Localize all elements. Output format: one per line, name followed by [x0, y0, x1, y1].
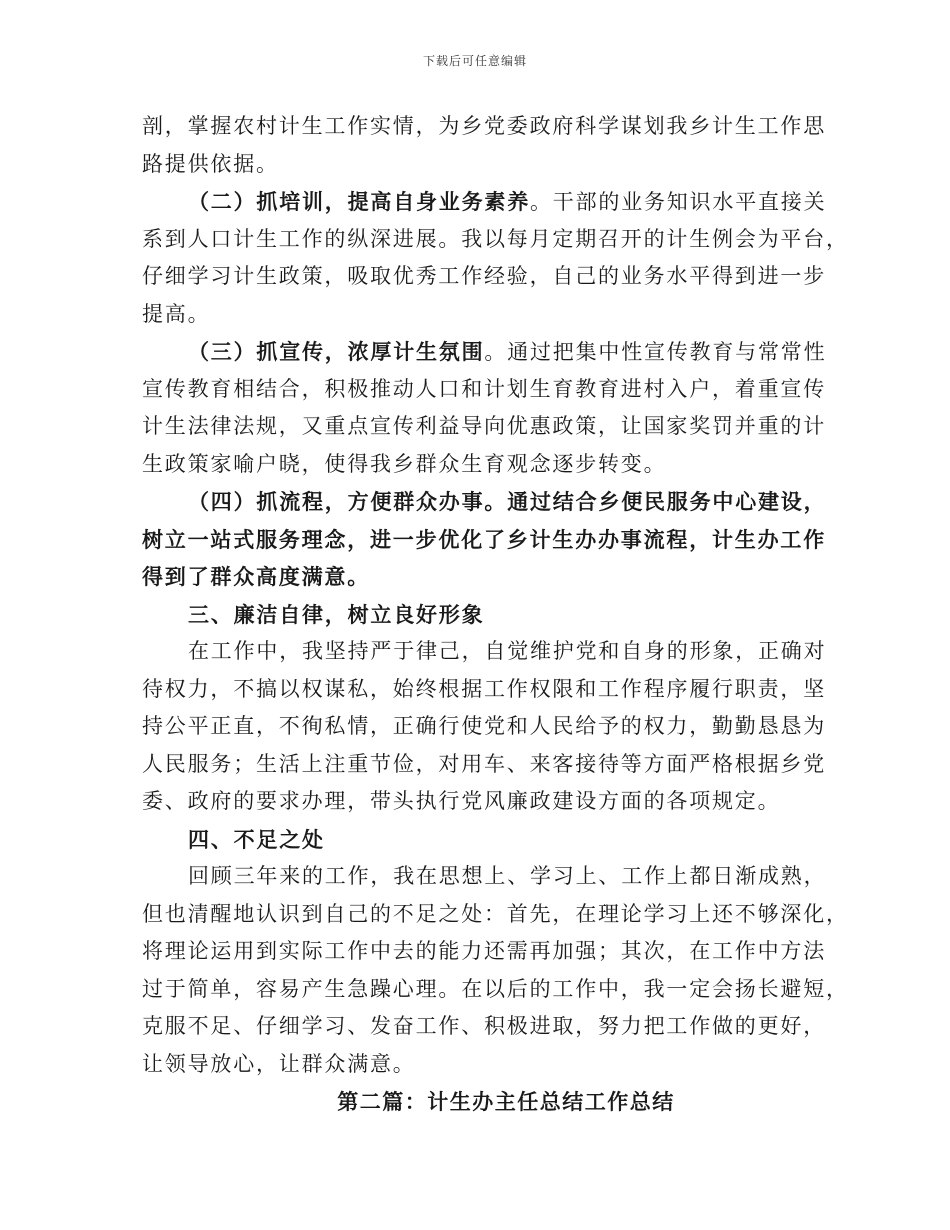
paragraph-line: 生政策家喻户晓，使得我乡群众生育观念逐步转变。: [142, 451, 667, 476]
paragraph-line: 过于简单，容易产生急躁心理。在以后的工作中，我一定会扬长避短，: [142, 976, 849, 1001]
page-header: 下载后可任意编辑: [422, 54, 527, 68]
section-title: 第二篇：计生办主任总结工作总结: [337, 1089, 675, 1114]
paragraph-line: 人民服务；生活上注重节俭，对用车、来客接待等方面严格根据乡党: [142, 751, 826, 776]
paragraph-line: 计生法律法规，又重点宣传利益导向优惠政策，让国家奖罚并重的计: [142, 414, 826, 438]
paragraph-line: 剖，掌握农村计生工作实情，为乡党委政府科学谋划我乡计生工作思: [142, 114, 826, 138]
paragraph-line: 得到了群众高度满意。: [142, 564, 370, 589]
subheading-text: （二）抓培训，提高自身业务素养: [188, 189, 530, 214]
paragraph-line: 持公平正直，不徇私情，正确行使党和人民给予的权力，勤勤恳恳为: [142, 714, 826, 738]
paragraph-line: 委、政府的要求办理，带头执行党风廉政建设方面的各项规定。: [142, 789, 781, 813]
paragraph-line: [142, 333, 827, 371]
paragraph-line: 待权力，不搞以权谋私，始终根据工作权限和工作程序履行职责，坚: [142, 676, 826, 701]
section-heading: 三、廉洁自律，树立良好形象: [188, 601, 485, 627]
paragraph-line: 让领导放心，让群众满意。: [142, 1051, 416, 1076]
paragraph-text: 。干部的业务知识水平直接关: [530, 190, 827, 214]
paragraph-line: 宣传教育相结合，积极推动人口和计划生育教育进村入户，着重宣传: [142, 376, 826, 401]
section-heading: 四、不足之处: [188, 826, 325, 852]
paragraph-line: 路提供依据。: [142, 151, 279, 176]
paragraph-line: 在工作中，我坚持严于律己，自觉维护党和自身的形象，正确对: [188, 639, 827, 663]
paragraph-line: 克服不足、仔细学习、发奋工作、积极进取，努力把工作做的更好，: [142, 1014, 826, 1038]
document-body: [142, 108, 849, 1121]
paragraph-line: [142, 183, 827, 221]
subheading-text: （三）抓宣传，浓厚计生氛围: [188, 339, 485, 364]
paragraph-line: 仔细学习计生政策，吸取优秀工作经验，自己的业务水平得到进一步: [142, 264, 826, 288]
paragraph-text: 。通过把集中性宣传教育与常常性: [484, 340, 827, 364]
paragraph-line: 将理论运用到实际工作中去的能力还需再加强；其次，在工作中方法: [142, 939, 826, 963]
paragraph-line: （四）抓流程，方便群众办事。通过结合乡便民服务中心建设，: [188, 489, 827, 514]
paragraph-line: 树立一站式服务理念，进一步优化了乡计生办办事流程，计生办工作: [142, 526, 826, 552]
paragraph-line: 系到人口计生工作的纵深进展。我以每月定期召开的计生例会为平台，: [142, 226, 849, 251]
paragraph-line: 回顾三年来的工作，我在思想上、学习上、工作上都日渐成熟，: [188, 864, 827, 888]
paragraph-line: 提高。: [142, 301, 211, 326]
paragraph-line: 但也清醒地认识到自己的不足之处：首先，在理论学习上还不够深化，: [142, 901, 849, 926]
